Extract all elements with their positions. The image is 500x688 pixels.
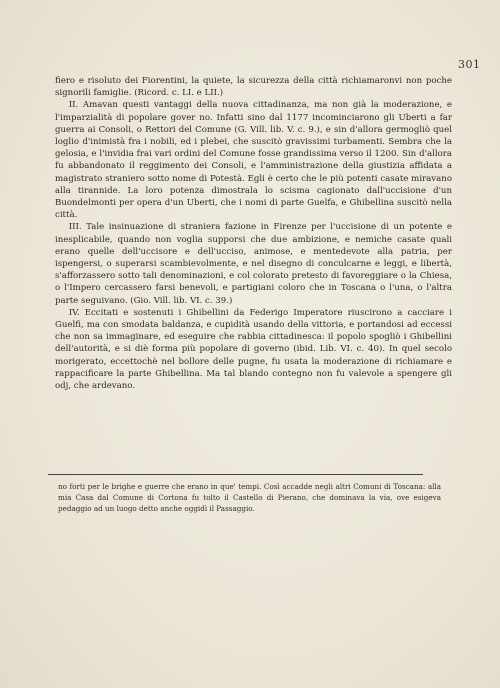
paragraph-section-iv: IV. Eccitati e sostenuti i Ghibellini da Federigo Imperatore riuscirono a cacciare i Guelfi, ma con smodata baldanza, e cupidità usando della vittoria, e portandosi ad eccessi che non sa immaginare, ed eseguire che rabbia cittadinesca: il popolo spogliò i Ghibellini dell'autorità, e si diè forma più popolare di governo (ibid. Lib. VI. c. 40). In quel secolo morigerato, eccettochè nel bollore delle pugne, fu usata la moderazione di richiamare e rappacificare la parte Ghibellina. Ma tal blando contegno non fu valevole a spengere gli odj, che ardevano. [55, 307, 452, 392]
page-number: 301 [458, 58, 481, 71]
paragraph-section-ii: II. Amavan questi vantaggi della nuova cittadinanza, ma non già la moderazione, e l'imparzialità di popolare gover no. Infatti sino dal 1177 incominciarono gli Uberti a far guerra ai Consoli, o Rettori del Comune (G. Vill. lib. V. c. 9.), e sin d'allora germogliò quel loglio d'inimistà fra i nobili, ed i plebei, che suscitò gravissimi turbamenti. Sembra che la gelosia, e l'invidia frai vari ordini del Comune fosse grandissima verso il 1200. Sin d'allora fu abbandonato il reggimento dei Consoli, e l'amministrazione della giustizia affidata a magistrato straniero sotto nome di Potestà. Egli è certo che le più potenti casate miravano alla tirannide. La loro potenza dimostrala lo scisma cagionato dall'uccisione d'un Buondelmonti per opera d'un Uberti, che i nomi di parte Guelfa, e Ghibellina suscitò nella città. [55, 100, 452, 221]
main-text [55, 75, 452, 392]
footnote-divider [48, 474, 423, 475]
paragraph-section-iii: III. Tale insinuazione di straniera fazione in Firenze per l'uccisione di un potente e inesplicabile, quando non voglia supporsi che due ambizione, e nemiche casate quali erano quelle dell'uccisore e dell'ucciso, animose, e mentedevote alla patria, per ispengersi, o superarsi scambievolmente, e nel disegno di conculcarne e leggi, e libertà, s'afforzassero sotto tali denominazioni, e col colorato pretesto di favoreggiare o la Chiesa, o l'Impero cercassero farsi benevoli, e partigiani coloro che in Toscana o l'una, o l'altra parte seguivano. (Gio. Vill. lib. VI. c. 39.) [55, 222, 452, 306]
footnote-text: no forti per le brighe e guerre che erano in que' tempi. Così accadde negli altri Comuni di Toscana: alla mia Casa dal Comune di Cortona fu tolto il Castello di Pierano, che dominava la via, ove esigeva pedaggio ad un luogo detto anche oggidì il Passaggio. [58, 482, 441, 513]
paragraph-continuation: fiero e risoluto dei Fiorentini, la quiete, la sicurezza della città richiamaronvi non poche signorili famiglie. (Ricord. c. LI. e LII.) [55, 76, 452, 99]
